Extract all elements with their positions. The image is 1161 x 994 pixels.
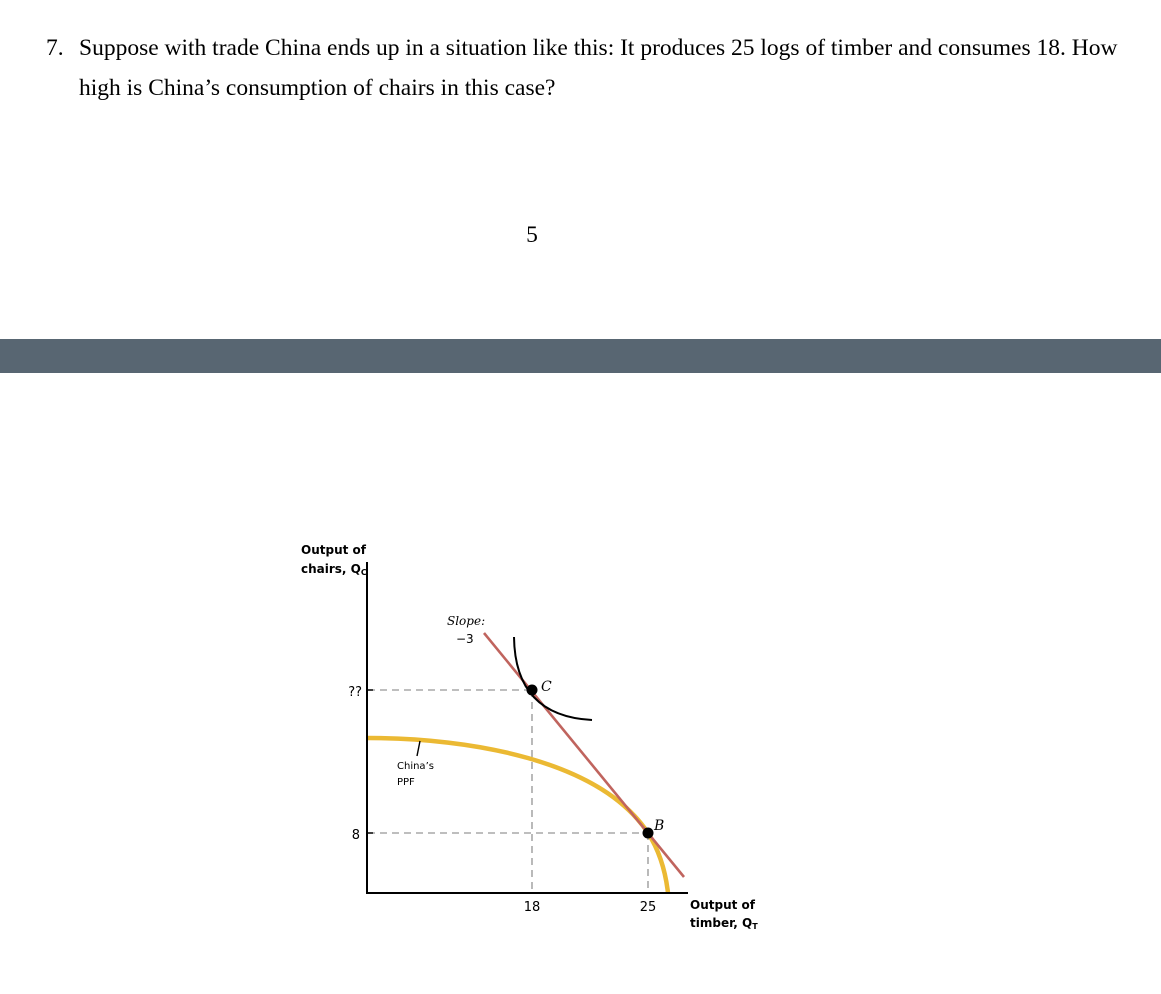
point-b-marker	[643, 828, 654, 839]
y-axis-label-line2: chairs, QC	[301, 562, 367, 577]
question-text: Suppose with trade China ends up in a situation like this: It produces 25 logs of timber and consumes 18. How high is China’s consumption of chairs in this case?	[79, 35, 1118, 101]
point-c-marker	[527, 685, 538, 696]
x-axis-label-line1: Output of	[690, 898, 755, 912]
x-axis-label-line2: timber, QT	[690, 916, 758, 931]
y-tick-unknown: ??	[348, 685, 362, 700]
y-tick-8: 8	[351, 828, 360, 843]
y-axis-label-line1: Output of	[301, 543, 366, 557]
x-tick-25: 25	[639, 900, 657, 915]
ppf-label-line1: China’s	[397, 761, 434, 772]
slope-value: −3	[456, 632, 474, 646]
ppf-label-leader	[417, 741, 420, 756]
ppf-label-line2: PPF	[397, 777, 415, 788]
indifference-curve	[514, 637, 592, 720]
x-tick-18: 18	[523, 900, 541, 915]
point-b-label: B	[654, 818, 665, 834]
answer-text: 5	[526, 222, 538, 248]
slope-label: Slope:	[447, 614, 486, 628]
question-number: 7.	[46, 35, 64, 61]
point-c-label: C	[541, 679, 552, 695]
